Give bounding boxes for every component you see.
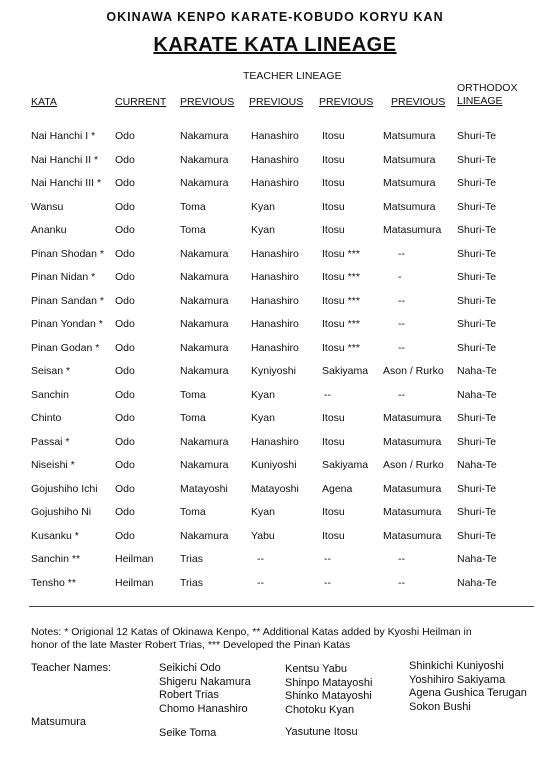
current-cell: Odo: [115, 318, 135, 330]
previous-2-cell: Kyniyoshi: [251, 365, 296, 377]
previous-4-cell: Matsumura: [383, 177, 436, 189]
previous-2-cell: Hanashiro: [251, 435, 299, 448]
previous-3-cell: Itosu: [322, 412, 345, 424]
previous-1-cell: Matayoshi: [180, 482, 228, 495]
orthodox-lineage-cell: Naha-Te: [457, 553, 497, 565]
teacher-name: Chomo Hanashiro: [159, 702, 248, 715]
previous-1-cell: Trias: [180, 576, 203, 589]
kata-cell: Gojushiho Ni: [31, 506, 92, 518]
previous-1-column-header: PREVIOUS: [180, 96, 235, 108]
previous-3-cell: Itosu ***: [322, 271, 360, 283]
orthodox-lineage-cell: Naha-Te: [457, 365, 497, 377]
kata-cell: Nai Hanchi III *: [31, 177, 102, 189]
teacher-lineage-heading: TEACHER LINEAGE: [243, 70, 342, 82]
kata-cell: Gojushiho Ichi: [31, 482, 98, 495]
kata-cell: Pinan Yondan *: [31, 318, 103, 330]
teacher-name: Shinkichi Kuniyoshi: [409, 660, 504, 672]
previous-1-cell: Nakamura: [180, 153, 229, 166]
previous-4-cell: Matasumura: [383, 482, 442, 495]
orthodox-lineage-cell: Shuri-Te: [457, 177, 497, 189]
previous-3-cell: Agena: [322, 482, 353, 495]
previous-1-cell: Toma: [180, 200, 206, 213]
orthodox-lineage-cell: Shuri-Te: [457, 153, 497, 166]
previous-3-cell: Itosu: [322, 177, 345, 189]
previous-3-cell: --: [324, 553, 331, 565]
previous-2-cell: Hanashiro: [251, 341, 299, 354]
orthodox-lineage-cell: Shuri-Te: [457, 271, 497, 283]
kata-cell: Pinan Nidan *: [31, 271, 96, 283]
current-cell: Odo: [115, 412, 135, 424]
previous-4-cell: --: [398, 247, 405, 260]
previous-2-cell: Kyan: [251, 412, 275, 424]
kata-cell: Nai Hanchi I *: [31, 130, 96, 142]
current-cell: Odo: [115, 247, 135, 260]
previous-2-cell: Kyan: [251, 506, 275, 518]
previous-4-column-header: PREVIOUS: [391, 96, 446, 108]
orthodox-lineage-cell: Shuri-Te: [457, 435, 497, 448]
previous-2-cell: Kyan: [251, 200, 275, 213]
previous-1-cell: Nakamura: [180, 271, 229, 283]
previous-4-cell: Matasumura: [383, 435, 442, 448]
previous-2-cell: Hanashiro: [251, 247, 299, 260]
previous-2-cell: Kyan: [251, 224, 275, 236]
previous-3-cell: Itosu: [322, 153, 345, 166]
kata-cell: Pinan Godan *: [31, 341, 100, 354]
previous-3-cell: Itosu ***: [322, 318, 360, 330]
previous-4-cell: Matasumura: [383, 224, 442, 236]
previous-4-cell: Matsumura: [383, 153, 436, 166]
previous-2-cell: Hanashiro: [251, 318, 299, 330]
teacher-name: Shinko Matayoshi: [285, 690, 372, 702]
previous-4-cell: Matasumura: [383, 506, 442, 518]
previous-3-cell: Itosu: [322, 224, 345, 236]
orthodox-lineage-cell: Shuri-Te: [457, 412, 497, 424]
previous-1-cell: Toma: [180, 388, 206, 401]
current-cell: Odo: [115, 506, 135, 518]
notes-line-2: honor of the late Master Robert Trias, *** Developed the Pinan Katas: [31, 639, 351, 651]
orthodox-lineage-cell: Shuri-Te: [457, 341, 497, 354]
orthodox-lineage-cell: Shuri-Te: [457, 130, 497, 142]
orthodox-lineage-cell: Shuri-Te: [457, 529, 497, 542]
previous-1-cell: Nakamura: [180, 341, 229, 354]
previous-3-cell: Itosu ***: [322, 341, 360, 354]
current-cell: Odo: [115, 459, 135, 471]
current-cell: Odo: [115, 177, 135, 189]
current-cell: Heilman: [115, 576, 154, 589]
lineage-column-header: LINEAGE: [457, 95, 503, 107]
teacher-name: Agena Gushica Terugan: [409, 687, 527, 699]
teacher-name: Seikichi Odo: [159, 662, 221, 674]
previous-4-cell: Ason / Rurko: [383, 459, 444, 471]
kata-cell: Nai Hanchi II *: [31, 153, 99, 166]
previous-1-cell: Toma: [180, 506, 206, 518]
previous-2-cell: Hanashiro: [251, 294, 299, 307]
kata-cell: Tensho **: [31, 576, 76, 589]
orthodox-heading: ORTHODOX: [457, 82, 518, 94]
previous-3-column-header: PREVIOUS: [319, 96, 374, 108]
previous-3-cell: Itosu: [322, 200, 345, 213]
current-cell: Odo: [115, 529, 135, 542]
teacher-name-itosu: Yasutune Itosu: [285, 726, 358, 738]
previous-1-cell: Nakamura: [180, 247, 229, 260]
previous-4-cell: Matsumura: [383, 130, 436, 142]
notes-line-1: Notes: * Origional 12 Katas of Okinawa Kenpo, ** Additional Katas added by Kyoshi Heilman in: [31, 626, 472, 638]
previous-1-cell: Toma: [180, 224, 206, 236]
kata-cell: Ananku: [31, 224, 67, 236]
kata-cell: Pinan Shodan *: [31, 247, 104, 260]
previous-1-cell: Trias: [180, 553, 203, 565]
teacher-name: Robert Trias: [159, 689, 219, 701]
teacher-name: Kentsu Yabu: [285, 663, 347, 675]
current-cell: Odo: [115, 224, 135, 236]
previous-1-cell: Nakamura: [180, 365, 229, 377]
kata-cell: Chinto: [31, 412, 62, 424]
previous-2-cell: Yabu: [251, 529, 275, 542]
current-cell: Odo: [115, 153, 135, 166]
previous-2-cell: --: [257, 576, 264, 589]
kata-cell: Niseishi *: [31, 459, 75, 471]
current-cell: Odo: [115, 341, 135, 354]
previous-1-cell: Nakamura: [180, 318, 229, 330]
previous-1-cell: Nakamura: [180, 177, 229, 189]
orthodox-lineage-cell: Naha-Te: [457, 459, 497, 471]
orthodox-lineage-cell: Shuri-Te: [457, 224, 497, 236]
previous-2-cell: --: [257, 553, 264, 565]
teacher-name: Shinpo Matayoshi: [285, 676, 373, 689]
orthodox-lineage-cell: Shuri-Te: [457, 247, 497, 260]
previous-3-cell: Sakiyama: [322, 459, 369, 471]
orthodox-lineage-cell: Shuri-Te: [457, 482, 497, 495]
kata-column-header: KATA: [31, 96, 57, 108]
current-cell: Odo: [115, 365, 135, 377]
teacher-name-toma: Seike Toma: [159, 727, 217, 739]
previous-4-cell: --: [398, 318, 405, 330]
current-column-header: CURRENT: [115, 96, 167, 108]
current-cell: Heilman: [115, 553, 154, 565]
previous-2-cell: Kuniyoshi: [251, 459, 297, 471]
previous-4-cell: --: [398, 553, 405, 565]
kata-cell: Passai *: [31, 435, 70, 448]
current-cell: Odo: [115, 435, 135, 448]
previous-3-cell: Itosu: [322, 130, 345, 142]
previous-1-cell: Nakamura: [180, 130, 229, 142]
previous-1-cell: Nakamura: [180, 294, 229, 307]
current-cell: Odo: [115, 294, 135, 307]
previous-3-cell: Itosu: [322, 529, 345, 542]
teacher-name: Chotoku Kyan: [285, 703, 355, 716]
previous-4-cell: Ason / Rurko: [383, 365, 444, 377]
teacher-name-matsumura: Matsumura: [31, 716, 87, 728]
previous-2-cell: Matayoshi: [251, 482, 299, 495]
teacher-name: Shigeru Nakamura: [159, 675, 251, 688]
previous-3-cell: Itosu ***: [322, 294, 360, 307]
previous-1-cell: Nakamura: [180, 459, 229, 471]
previous-2-cell: Hanashiro: [251, 271, 299, 283]
previous-3-cell: --: [324, 576, 331, 589]
teacher-name: Yoshihiro Sakiyama: [409, 673, 506, 686]
current-cell: Odo: [115, 200, 135, 213]
previous-2-column-header: PREVIOUS: [249, 96, 304, 108]
previous-1-cell: Nakamura: [180, 435, 229, 448]
previous-4-cell: Matsumura: [383, 200, 436, 213]
previous-4-cell: --: [398, 576, 405, 589]
current-cell: Odo: [115, 130, 135, 142]
previous-3-cell: Sakiyama: [322, 365, 369, 377]
divider: [29, 606, 534, 607]
previous-4-cell: --: [398, 294, 405, 307]
orthodox-lineage-cell: Shuri-Te: [457, 506, 497, 518]
orthodox-lineage-cell: Naha-Te: [457, 388, 497, 401]
kata-cell: Sanchin: [31, 388, 69, 401]
previous-2-cell: Hanashiro: [251, 153, 299, 166]
previous-3-cell: Itosu: [322, 506, 345, 518]
page-title: KARATE KATA LINEAGE: [153, 34, 397, 56]
orthodox-lineage-cell: Shuri-Te: [457, 294, 497, 307]
previous-3-cell: Itosu ***: [322, 247, 360, 260]
previous-4-cell: -: [398, 271, 402, 283]
current-cell: Odo: [115, 482, 135, 495]
previous-4-cell: Matasumura: [383, 412, 442, 424]
kata-cell: Sanchin **: [31, 553, 81, 565]
previous-4-cell: --: [398, 388, 405, 401]
teacher-names-col-3: [409, 660, 527, 714]
previous-4-cell: --: [398, 341, 405, 354]
orthodox-lineage-cell: Shuri-Te: [457, 318, 497, 330]
previous-4-cell: Matasumura: [383, 529, 442, 542]
previous-1-cell: Toma: [180, 412, 206, 424]
org-name: OKINAWA KENPO KARATE-KOBUDO KORYU KAN: [106, 10, 444, 24]
previous-2-cell: Kyan: [251, 388, 275, 401]
teacher-name: Sokon Bushi: [409, 700, 471, 713]
teacher-names-col-1: [159, 662, 251, 716]
previous-2-cell: Hanashiro: [251, 130, 299, 142]
current-cell: Odo: [115, 271, 135, 283]
current-cell: Odo: [115, 388, 135, 401]
kata-cell: Kusanku *: [31, 529, 79, 542]
orthodox-lineage-cell: Shuri-Te: [457, 200, 497, 213]
kata-cell: Pinan Sandan *: [31, 294, 104, 307]
previous-2-cell: Hanashiro: [251, 177, 299, 189]
previous-1-cell: Nakamura: [180, 529, 229, 542]
teacher-names-label: Teacher Names:: [31, 662, 112, 674]
kata-cell: Wansu: [31, 200, 64, 213]
previous-3-cell: Itosu: [322, 435, 345, 448]
kata-cell: Seisan *: [31, 365, 71, 377]
previous-3-cell: --: [324, 388, 331, 401]
orthodox-lineage-cell: Naha-Te: [457, 576, 497, 589]
teacher-names-col-2: [285, 663, 372, 717]
